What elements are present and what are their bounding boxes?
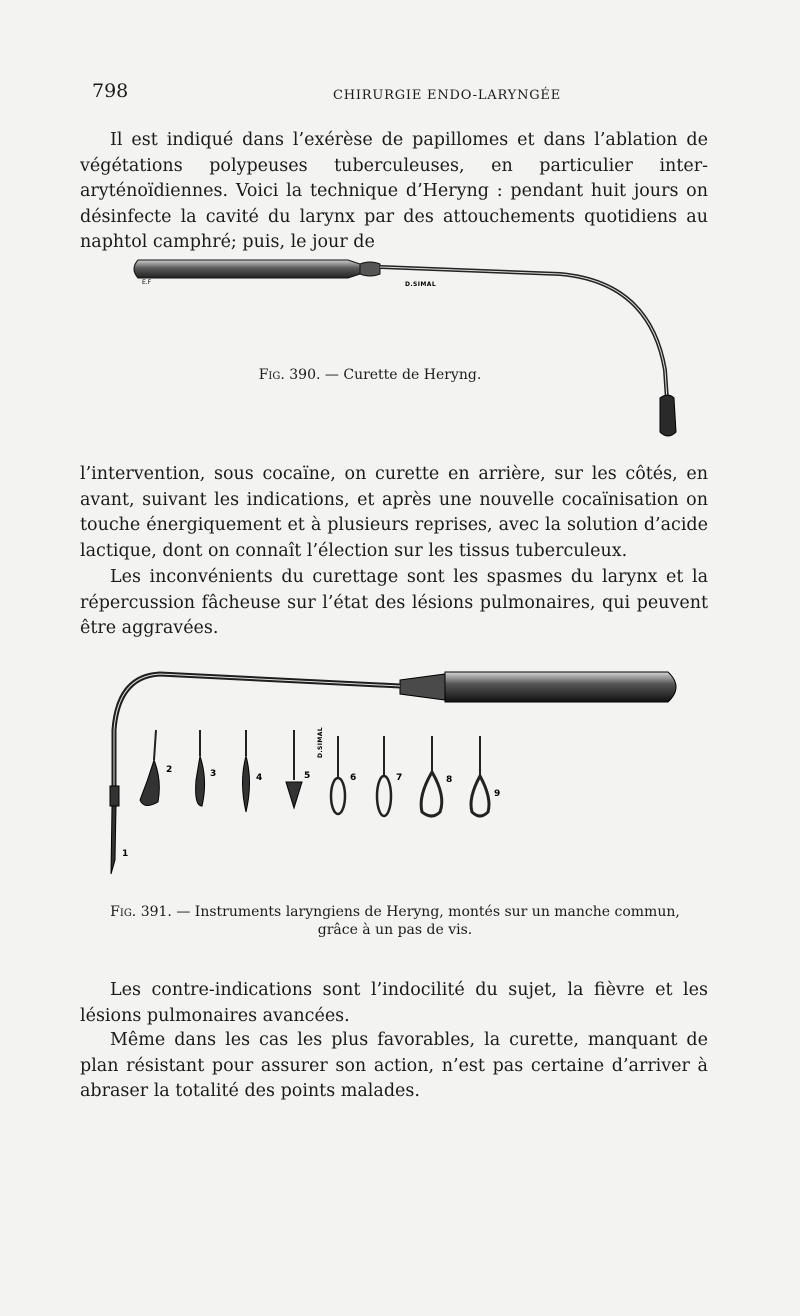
blade-4 — [243, 730, 263, 812]
page-header — [92, 80, 712, 110]
blade-number-8: 8 — [446, 775, 453, 785]
blade-number-6: 6 — [350, 773, 357, 783]
paragraph-indications-text: Il est indiqué dans l’exérèse de papillomes et dans l’ablation de végétations polypeuses tuberculeuses, en particulier inter-aryténoïdiennes. Voici la technique d’Heryng : pendant huit jours on désinfecte la cavité du larynx par des attouchements quotidiens au naphtol camphré; puis, le jour de — [80, 130, 708, 253]
figure-390-caption — [240, 367, 500, 383]
figure-391-label: Fig. 391. — [110, 904, 172, 920]
blade-number-2: 2 — [166, 765, 173, 775]
paragraph-drawbacks — [80, 565, 708, 642]
loop-7 — [377, 736, 402, 816]
maker-stamp-390: D.SIMAL — [405, 281, 437, 288]
svg-text:E.F: E.F — [142, 279, 152, 286]
blade-number-3: 3 — [210, 769, 217, 779]
paragraph-technique-text: l’intervention, sous cocaïne, on curette en arrière, sur les côtés, en avant, suivant les indications, et après une nouvelle cocaïnisation on touche énergiquement et à plusieurs reprises, avec la solution d’acide lactique, dont on connaît l’élection sur les tissus tuberculeux. — [80, 464, 708, 561]
loop-8 — [421, 736, 452, 816]
paragraph-limitations-text: Même dans les cas les plus favorables, la curette, manquant de plan résistant pour assurer son action, n’est pas certaine d’arriver à abraser la totalité des points malades. — [80, 1030, 708, 1102]
blade-3 — [196, 730, 217, 806]
running-head: CHIRURGIE ENDO-LARYNGÉE — [332, 88, 562, 103]
loop-6 — [331, 736, 356, 814]
figure-391 — [100, 660, 690, 880]
blade-number-1: 1 — [122, 849, 129, 859]
paragraph-technique — [80, 462, 708, 564]
blade-2 — [140, 730, 172, 806]
figure-390-caption-text: — Curette de Heryng. — [320, 367, 482, 383]
loop-9 — [471, 736, 500, 816]
blade-number-4: 4 — [256, 773, 263, 783]
paragraph-contraindications-text: Les contre-indications sont l’indocilité du sujet, la fièvre et les lésions pulmonaires avancées. — [80, 980, 708, 1026]
laryngeal-instruments-illustration — [100, 660, 690, 880]
blade-number-7: 7 — [396, 773, 403, 783]
maker-stamp-391: D.SIMAL — [317, 726, 324, 758]
figure-390-label: Fig. 390. — [258, 367, 321, 383]
page-number: 798 — [92, 80, 129, 102]
paragraph-drawbacks-text: Les inconvénients du curettage sont les spasmes du larynx et la répercussion fâcheuse sur l’état des lésions pulmonaires, qui peuvent être aggravées. — [80, 567, 708, 639]
paragraph-contraindications — [80, 978, 708, 1029]
figure-390 — [120, 250, 700, 440]
curette-illustration — [120, 250, 700, 440]
blade-number-9: 9 — [494, 789, 501, 799]
paragraph-limitations — [80, 1028, 708, 1105]
blade-number-5: 5 — [304, 771, 311, 781]
paragraph-indications — [80, 128, 708, 256]
figure-391-caption-text: — Instruments laryngiens de Heryng, montés sur un manche commun, grâce à un pas de vis. — [171, 904, 680, 938]
blade-5 — [286, 730, 310, 808]
figure-391-caption — [100, 903, 690, 939]
